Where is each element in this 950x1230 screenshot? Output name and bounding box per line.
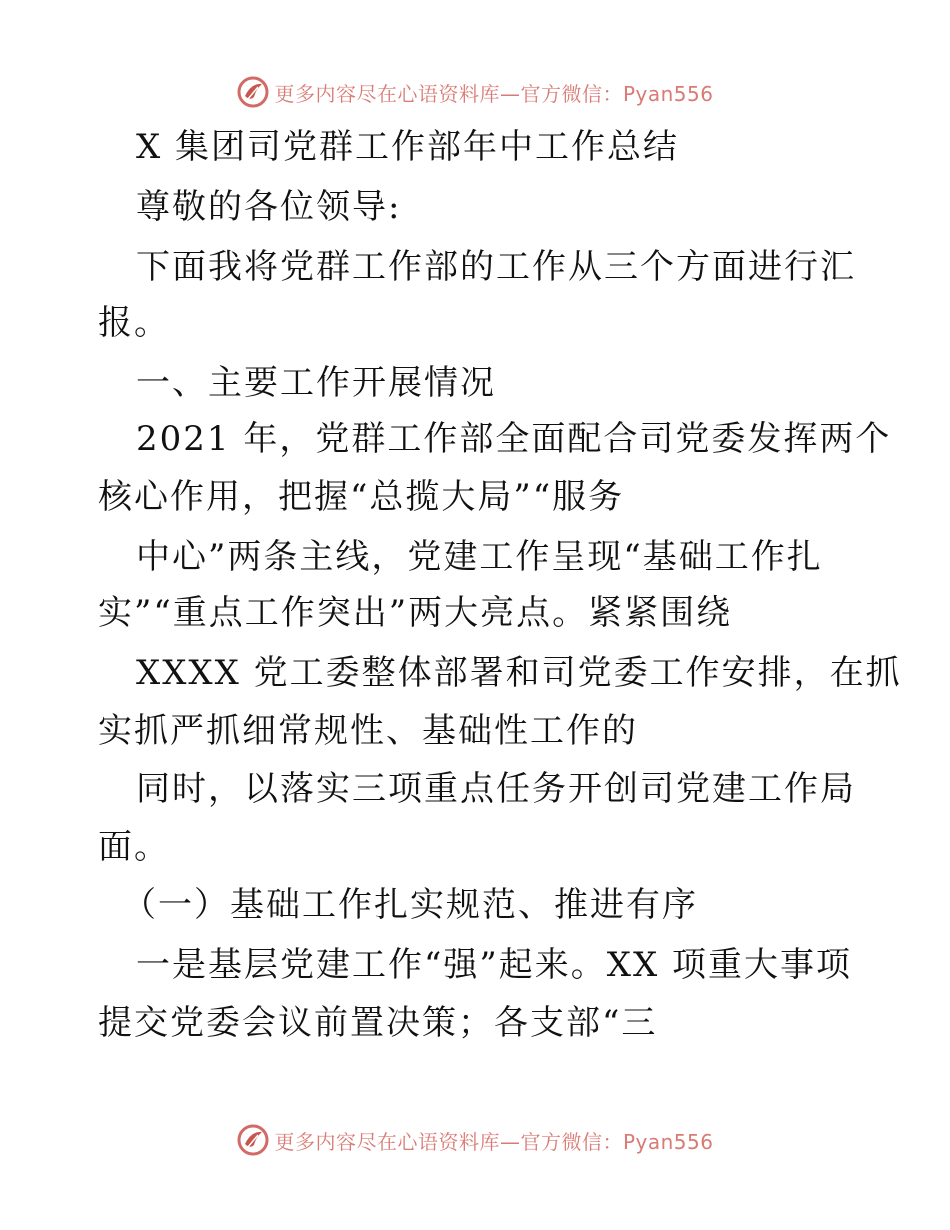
- paragraph-line: 下面我将党群工作部的工作从三个方面进行汇: [136, 247, 856, 287]
- paragraph-line: 报。: [98, 303, 170, 343]
- paragraph-line: 核心作用，把握“总揽大局”“服务: [98, 477, 625, 517]
- paragraph-line: 中心”两条主线，党建工作呈现“基础工作扎: [136, 537, 823, 577]
- watermark-text: 更多内容尽在心语资料库—官方微信：Pyan556: [274, 81, 714, 106]
- paragraph-line: 2021 年，党群工作部全面配合司党委发挥两个: [136, 419, 892, 459]
- header-watermark: [0, 72, 950, 112]
- footer-watermark: [0, 1120, 950, 1160]
- salutation: 尊敬的各位领导:: [136, 187, 402, 227]
- watermark-logo-icon: [236, 1123, 270, 1157]
- paragraph-line: 一是基层党建工作“强”起来。XX 项重大事项: [136, 945, 852, 985]
- paragraph-line: 面。: [98, 827, 170, 867]
- paragraph-line: 同时，以落实三项重点任务开创司党建工作局: [136, 769, 856, 809]
- paragraph-line: 实抓严抓细常规性、基础性工作的: [98, 711, 638, 751]
- section-heading: 一、主要工作开展情况: [136, 363, 496, 403]
- paragraph-line: XXXX 党工委整体部署和司党委工作安排，在抓: [136, 653, 902, 693]
- watermark-logo-icon: [236, 75, 270, 109]
- subsection-heading: （一）基础工作扎实规范、推进有序: [122, 885, 698, 925]
- watermark-text: 更多内容尽在心语资料库—官方微信：Pyan556: [274, 1129, 714, 1154]
- paragraph-line: 提交党委会议前置决策；各支部“三: [98, 1003, 658, 1043]
- document-title: X 集团司党群工作部年中工作总结: [136, 127, 680, 167]
- paragraph-line: 实”“重点工作突出”两大亮点。紧紧围绕: [98, 593, 733, 633]
